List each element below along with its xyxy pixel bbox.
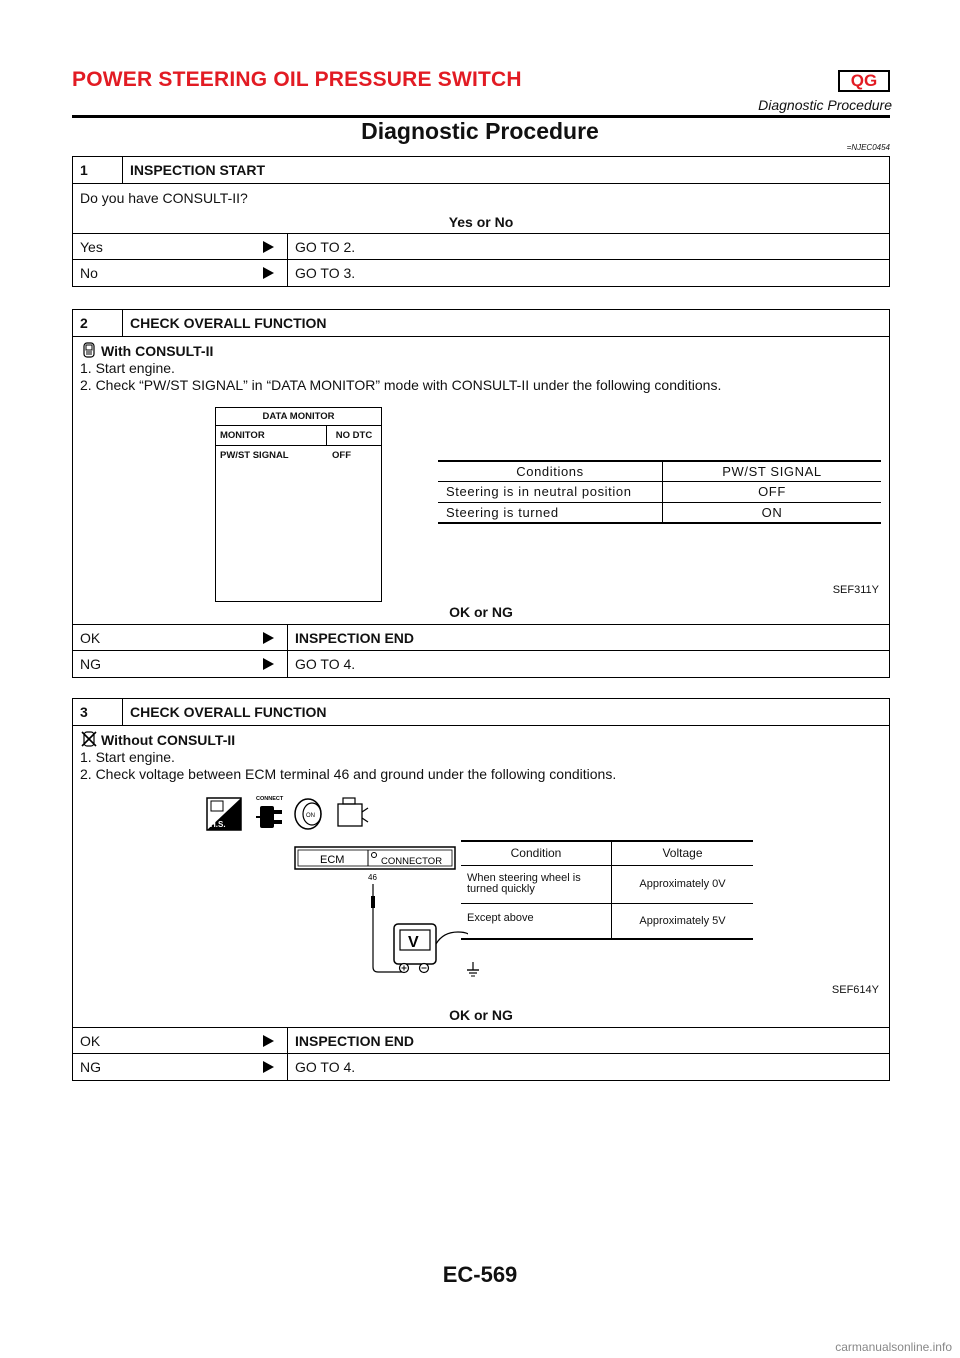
step-number: 2 [73,310,123,336]
method-label: With CONSULT-II [101,343,214,359]
answer-label: NG [80,656,101,672]
method-line [80,730,882,749]
table-cell: When steering wheel is turned quickly [461,865,612,903]
choice-label: Yes or No [448,214,514,230]
figure-code: SEF311Y [832,584,879,596]
step-3-block [72,698,890,1081]
answer-label: NG [80,1059,101,1075]
conditions-table [438,460,881,524]
arrow-icon [263,625,288,650]
instruction-line: 1. Start engine. [80,749,175,765]
step-2-content [73,337,889,625]
answer-row [73,1054,889,1080]
answer-action: INSPECTION END [295,629,415,646]
table-cell: Steering is turned [438,502,663,523]
page-header-title: POWER STEERING OIL PRESSURE SWITCH [72,68,522,91]
answer-label: OK [80,1032,101,1049]
answer-row [73,234,889,260]
table-header-row [438,461,881,481]
monitor-item-name: PW/ST SIGNAL [220,450,289,461]
instruction-line: 2. Check “PW/ST SIGNAL” in “DATA MONITOR” mode with CONSULT-II under the following conditions. [80,377,722,393]
answer-row [73,625,889,651]
arrow-icon [263,1028,288,1053]
step-question: Do you have CONSULT-II? [80,190,248,206]
instruction-line: 2. Check voltage between ECM terminal 46 and ground under the following conditions. [80,766,617,782]
monitor-dtc-label: NO DTC [335,430,373,441]
on-label: ON [306,813,315,819]
answer-action: GO TO 4. [295,656,356,672]
step-2-header [73,310,889,337]
arrow-icon [263,234,288,259]
monitor-item-row [216,446,381,466]
method-line [80,341,882,360]
method-label: Without CONSULT-II [101,732,236,748]
table-cell: Approximately 0V [639,878,726,890]
hs-label: H.S. [210,820,226,829]
answer-action: GO TO 4. [295,1059,356,1075]
answer-row [73,260,889,286]
terminal-number: 46 [368,873,377,882]
step-title: CHECK OVERALL FUNCTION [130,315,327,331]
answer-label: No [80,265,98,281]
table-header-cell: Voltage [662,846,703,861]
choice-label: OK or NG [449,604,513,620]
step-1-header [73,157,889,184]
arrow-icon [263,260,288,286]
step-number: 1 [73,157,123,183]
connector-plug-icon [256,796,284,828]
connector-label: CONNECTOR [381,856,443,867]
step-1-content [73,184,889,234]
table-cell: Approximately 5V [639,914,726,927]
step-3-header [73,699,889,726]
ecm-label: ECM [320,854,345,866]
hs-tester-icon [207,798,241,830]
table-header-row [461,841,753,865]
answer-row [73,651,889,677]
step-2-block [72,309,890,678]
page-header-subtitle: Diagnostic Procedure [758,97,892,113]
answer-action: INSPECTION END [295,1032,415,1049]
figure-code: SEF614Y [831,984,879,996]
ignition-on-icon [295,799,321,829]
step-3-content [73,726,889,1028]
arrow-icon [263,651,288,677]
table-cell: ON [761,504,783,520]
table-header-cell: Condition [461,841,612,865]
table-cell: Except above [461,903,612,939]
table-row [438,481,881,502]
step-1-block [72,156,890,287]
ground-symbol-icon [465,962,485,982]
answer-action: GO TO 2. [295,238,356,255]
answer-label: Yes [80,238,103,255]
step-title: INSPECTION START [130,162,266,178]
site-watermark: carmanualsonline.info [835,1340,952,1354]
monitor-col-label: MONITOR [216,426,327,445]
data-monitor-screen [215,407,382,602]
monitor-title: DATA MONITOR [216,408,381,426]
model-badge: QG [838,70,890,92]
voltmeter [394,924,436,973]
table-row [461,903,753,939]
section-title: Diagnostic Procedure [361,118,599,144]
connect-label: CONNECT [256,796,284,802]
answer-row [73,1028,889,1054]
table-cell: Steering is in neutral position [438,481,663,502]
step-number: 3 [73,699,123,725]
table-row [461,865,753,903]
arrow-icon [263,1054,288,1080]
no-consult-tool-icon [80,730,98,748]
voltage-table [461,840,753,940]
table-cell: OFF [758,484,786,499]
monitor-item-value: OFF [332,450,351,461]
meter-label: V [408,934,419,951]
ecm-connector [295,847,455,869]
table-row [438,502,881,523]
section-code: =NJEC0454 [846,143,890,152]
consult-tool-icon [80,341,98,359]
instruction-line: 1. Start engine. [80,360,175,376]
monitor-header-row [216,426,381,446]
page-number: EC-569 [442,1262,518,1287]
table-header-cell: Conditions [438,461,663,481]
voltage-check-diagram [198,792,468,992]
probe-tip [371,896,375,908]
engine-running-icon [338,798,368,826]
choice-label: OK or NG [449,1007,513,1023]
step-title: CHECK OVERALL FUNCTION [130,704,327,720]
answer-action: GO TO 3. [295,265,356,281]
table-header-cell: PW/ST SIGNAL [722,463,822,479]
answer-label: OK [80,629,101,646]
